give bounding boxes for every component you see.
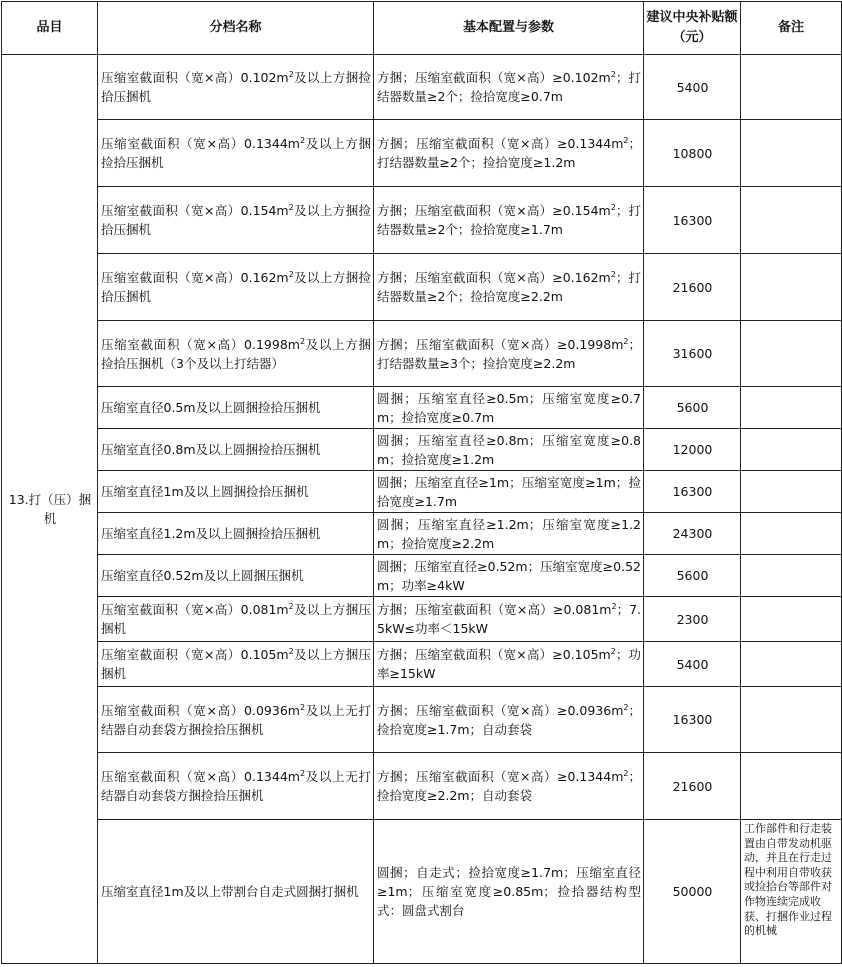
text-segment: ；打结器数量≥2个；捡拾宽度≥1.2m [377,136,641,170]
table-row [2,753,842,820]
note-cell [741,687,842,753]
header-subsidy: 建议中央补贴额（元） [644,2,741,55]
note-cell [741,753,842,820]
text-segment: 压缩室直径0.52m及以上圆捆压捆机 [101,568,304,583]
text-segment: 压缩室截面积（宽×高）0.1998m [101,336,300,352]
text-segment: 方捆；压缩室截面积（宽×高）≥0.1344m [377,769,624,784]
superscript: 2 [610,646,616,656]
subsidy-cell: 50000 [644,820,741,964]
subsidy-cell: 5400 [644,642,741,687]
note-cell [741,597,842,642]
table-row [2,387,842,429]
tier-name-cell [98,387,374,429]
text-segment: 方捆；压缩室截面积（宽×高）≥0.162m [377,270,611,285]
header-note: 备注 [741,2,842,55]
subsidy-cell: 24300 [644,513,741,555]
text-segment: 及以上方捆捡拾压捆机 [101,270,371,304]
note-cell [741,555,842,597]
note-cell [741,387,842,429]
subsidy-cell: 5600 [644,555,741,597]
tier-name-cell [98,642,374,687]
superscript: 2 [610,202,616,212]
text-segment: 方捆；压缩室截面积（宽×高）≥0.1344m [377,136,624,151]
subsidy-cell: 10800 [644,120,741,187]
text-segment: 压缩室截面积（宽×高）0.154m [101,203,289,218]
tier-name-cell [98,254,374,321]
text-segment: 压缩室直径0.8m及以上圆捆捡拾压捆机 [101,442,321,457]
text-segment: 及以上无打结器自动套袋方捆捡拾压捆机 [101,769,371,803]
table-row [2,687,842,753]
spec-cell [374,321,644,387]
category-cell: 13.打（压）捆机 [2,55,98,964]
spec-cell [374,254,644,321]
header-spec: 基本配置与参数 [374,2,644,55]
superscript: 2 [611,601,617,611]
spec-cell [374,55,644,120]
spec-cell [374,429,644,471]
table-row [2,187,842,254]
superscript: 2 [288,202,294,212]
subsidy-cell: 31600 [644,321,741,387]
table-row [2,597,842,642]
table-row [2,429,842,471]
table-row [2,642,842,687]
header-category: 品目 [2,2,98,55]
superscript: 2 [288,69,294,79]
text-segment: 压缩室截面积（宽×高）0.081m [101,602,289,617]
text-segment: 方捆；压缩室截面积（宽×高）≥0.0936m [377,702,624,718]
tier-name-cell [98,120,374,187]
text-segment: 压缩室直径1m及以上带割台自走式圆捆打捆机 [101,884,359,899]
text-segment: 及以上方捆捡拾压捆机（3个及以上打结器） [101,336,371,371]
note-cell [741,187,842,254]
text-segment: ；打结器数量≥2个；捡拾宽度≥2.2m [377,270,641,304]
table-body [2,55,842,964]
table-row [2,820,842,964]
spec-cell [374,471,644,513]
text-segment: 及以上方捆压捆机 [101,647,371,681]
tier-name-cell [98,187,374,254]
spec-cell [374,820,644,964]
text-segment: 压缩室直径0.5m及以上圆捆捡拾压捆机 [101,400,321,415]
spec-cell [374,387,644,429]
subsidy-cell: 16300 [644,471,741,513]
superscript: 2 [623,702,629,712]
text-segment: 压缩室截面积（宽×高）0.105m [101,647,289,662]
note-cell [741,321,842,387]
note-cell [741,471,842,513]
text-segment: 及以上方捆捡拾压捆机 [101,70,371,104]
note-cell: 工作部件和行走装置由自带发动机驱动，并且在行走过程中利用自带收获或捡拾台等部件对作物连续完成收获、打捆作业过程的机械 [741,820,842,964]
subsidy-cell: 5400 [644,55,741,120]
subsidy-cell: 12000 [644,429,741,471]
note-cell [741,55,842,120]
tier-name-cell [98,597,374,642]
superscript: 2 [623,135,629,145]
tier-name-cell [98,555,374,597]
superscript: 2 [623,336,629,346]
superscript: 2 [288,269,294,279]
subsidy-cell: 21600 [644,254,741,321]
text-segment: 压缩室直径1m及以上圆捆捡拾压捆机 [101,484,309,499]
subsidy-table [1,1,842,964]
text-segment: 方捆；压缩室截面积（宽×高）≥0.081m [377,602,612,617]
tier-name-cell [98,687,374,753]
text-segment: 压缩室截面积（宽×高）0.1344m [101,769,300,784]
text-segment: ；打结器数量≥3个；捡拾宽度≥2.2m [377,336,641,371]
tier-name-cell [98,321,374,387]
note-cell [741,120,842,187]
text-segment: 及以上无打结器自动套袋方捆捡拾压捆机 [101,702,371,737]
tier-name-cell [98,471,374,513]
table-row [2,120,842,187]
superscript: 2 [623,768,629,778]
text-segment: ；捡拾宽度≥2.2m；自动套袋 [377,769,641,803]
spec-cell [374,687,644,753]
spec-cell [374,642,644,687]
text-segment: 及以上方捆捡拾压捆机 [101,136,371,170]
table-row [2,254,842,321]
spec-cell [374,187,644,254]
note-cell [741,642,842,687]
text-segment: ；7.5kW≤功率＜15kW [377,602,641,636]
superscript: 2 [610,269,616,279]
table-row [2,55,842,120]
note-cell [741,513,842,555]
text-segment: 压缩室截面积（宽×高）0.0936m [101,702,300,718]
text-segment: 压缩室截面积（宽×高）0.1344m [101,136,300,151]
table-row [2,471,842,513]
spec-cell [374,555,644,597]
text-segment: 压缩室截面积（宽×高）0.102m [101,70,289,85]
text-segment: 圆捆；压缩室直径≥0.52m；压缩室宽度≥0.52m；功率≥4kW [377,558,641,593]
superscript: 2 [299,702,306,712]
table-row [2,321,842,387]
subsidy-cell: 16300 [644,687,741,753]
tier-name-cell [98,513,374,555]
note-cell [741,429,842,471]
superscript: 2 [288,646,294,656]
header-name: 分档名称 [98,2,374,55]
text-segment: ；功率≥15kW [377,647,641,681]
superscript: 2 [299,336,306,346]
header-row [2,2,842,55]
subsidy-cell: 16300 [644,187,741,254]
text-segment: ；捡拾宽度≥1.7m；自动套袋 [377,702,641,737]
text-segment: ；打结器数量≥2个；捡拾宽度≥0.7m [377,70,641,104]
text-segment: 圆捆；压缩室直径≥0.5m；压缩室宽度≥0.7m；捡拾宽度≥0.7m [377,390,641,425]
table-row [2,555,842,597]
spec-cell [374,120,644,187]
text-segment: 圆捆；压缩室直径≥1.2m；压缩室宽度≥1.2m；捡拾宽度≥2.2m [377,516,641,551]
text-segment: 方捆；压缩室截面积（宽×高）≥0.105m [377,647,611,662]
text-segment: 压缩室直径1.2m及以上圆捆捡拾压捆机 [101,526,321,541]
text-segment: ；打结器数量≥2个；捡拾宽度≥1.7m [377,203,641,237]
tier-name-cell [98,429,374,471]
tier-name-cell [98,753,374,820]
text-segment: 及以上方捆捡拾压捆机 [101,203,371,237]
text-segment: 方捆；压缩室截面积（宽×高）≥0.154m [377,203,611,218]
superscript: 2 [299,768,306,778]
superscript: 2 [610,69,616,79]
spec-cell [374,597,644,642]
text-segment: 方捆；压缩室截面积（宽×高）≥0.1998m [377,336,624,352]
text-segment: 圆捆；自走式；捡拾宽度≥1.7m；压缩室直径≥1m；压缩室宽度≥0.85m；捡拾器结构型式：圆盘式割台 [377,865,641,918]
text-segment: 圆捆；压缩室直径≥0.8m；压缩室宽度≥0.8m；捡拾宽度≥1.2m [377,432,641,467]
text-segment: 及以上方捆压捆机 [101,602,371,636]
note-cell [741,254,842,321]
tier-name-cell [98,55,374,120]
text-segment: 方捆；压缩室截面积（宽×高）≥0.102m [377,70,611,85]
text-segment: 压缩室截面积（宽×高）0.162m [101,270,289,285]
subsidy-cell: 21600 [644,753,741,820]
superscript: 2 [299,135,306,145]
subsidy-cell: 5600 [644,387,741,429]
text-segment: 圆捆；压缩室直径≥1m；压缩室宽度≥1m；捡拾宽度≥1.7m [377,474,641,509]
spec-cell [374,513,644,555]
tier-name-cell [98,820,374,964]
subsidy-cell: 2300 [644,597,741,642]
superscript: 2 [288,601,294,611]
spec-cell [374,753,644,820]
table-row [2,513,842,555]
